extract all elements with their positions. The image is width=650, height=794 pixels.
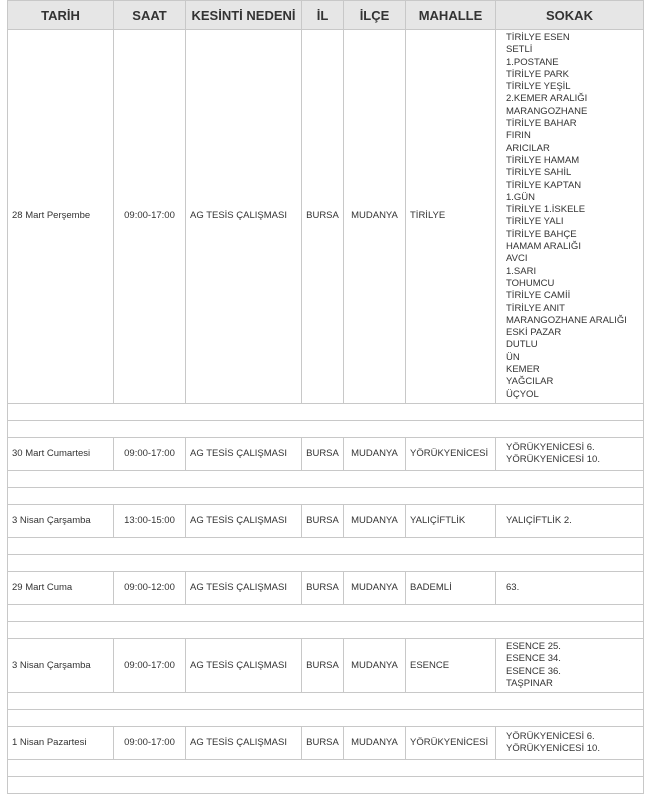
street-name: TİRİLYE BAHÇE xyxy=(506,228,577,240)
table-row xyxy=(8,727,644,760)
spacer-row xyxy=(8,470,644,504)
cell-saat: 09:00-12:00 xyxy=(114,571,186,604)
street-name: TİRİLYE CAMİİ xyxy=(506,290,571,302)
table-row xyxy=(8,571,644,604)
street-name: ARICILAR xyxy=(506,142,550,154)
table-row xyxy=(8,30,644,404)
street-name: ESENCE 34. xyxy=(506,653,561,665)
street-name: TİRİLYE BAHAR xyxy=(506,118,577,130)
street-name: AVCI xyxy=(506,253,528,265)
street-name: ESENCE 25. xyxy=(506,640,561,652)
header-il: İL xyxy=(302,1,344,30)
cell-mahalle: YÖRÜKYENİCESİ xyxy=(406,727,496,760)
street-name: ÜÇYOL xyxy=(506,388,539,400)
cell-ilce: MUDANYA xyxy=(344,437,406,470)
spacer-cell xyxy=(8,403,644,437)
spacer-cell xyxy=(8,537,644,571)
cell-sokak xyxy=(496,437,644,470)
cell-kesinti-nedeni: AG TESİS ÇALIŞMASI xyxy=(186,437,302,470)
street-name: TİRİLYE 1.İSKELE xyxy=(506,204,586,216)
street-name: TİRİLYE PARK xyxy=(506,68,569,80)
street-name: TİRİLYE SAHİL xyxy=(506,167,572,179)
spacer-line xyxy=(8,777,643,793)
cell-il: BURSA xyxy=(302,30,344,404)
street-name: ESKİ PAZAR xyxy=(506,327,562,339)
street-name: MARANGOZHANE xyxy=(506,105,588,117)
spacer-line xyxy=(8,404,643,421)
cell-ilce: MUDANYA xyxy=(344,727,406,760)
cell-mahalle: YALIÇİFTLİK xyxy=(406,504,496,537)
street-name: ESENCE 36. xyxy=(506,665,561,677)
cell-ilce: MUDANYA xyxy=(344,638,406,692)
street-name: ÜN xyxy=(506,351,520,363)
spacer-line xyxy=(8,538,643,555)
table-body xyxy=(8,30,644,794)
street-name: TİRİLYE HAMAM xyxy=(506,154,580,166)
street-name: HAMAM ARALIĞI xyxy=(506,241,581,253)
cell-saat: 09:00-17:00 xyxy=(114,638,186,692)
cell-ilce: MUDANYA xyxy=(344,571,406,604)
header-saat: SAAT xyxy=(114,1,186,30)
cell-sokak xyxy=(496,638,644,692)
street-name: TİRİLYE ANIT xyxy=(506,302,565,314)
cell-mahalle: ESENCE xyxy=(406,638,496,692)
street-name: FIRIN xyxy=(506,130,531,142)
header-ilce: İLÇE xyxy=(344,1,406,30)
street-name: TİRİLYE ESEN xyxy=(506,32,570,43)
spacer-row xyxy=(8,760,644,794)
header-row xyxy=(8,1,644,30)
street-name: YAĞCILAR xyxy=(506,376,554,388)
header-tarih: TARİH xyxy=(8,1,114,30)
spacer-row xyxy=(8,403,644,437)
street-name: 1.GÜN xyxy=(506,191,536,203)
cell-tarih: 3 Nisan Çarşamba xyxy=(8,504,114,537)
cell-tarih: 1 Nisan Pazartesi xyxy=(8,727,114,760)
street-name: YÖRÜKYENİCESİ 10. xyxy=(506,453,600,465)
cell-saat: 09:00-17:00 xyxy=(114,30,186,404)
spacer-line xyxy=(8,760,643,777)
street-name: YÖRÜKYENİCESİ 10. xyxy=(506,743,600,755)
street-name: TİRİLYE YALI xyxy=(506,216,564,228)
spacer-row xyxy=(8,604,644,638)
spacer-line xyxy=(8,693,643,710)
cell-kesinti-nedeni: AG TESİS ÇALIŞMASI xyxy=(186,504,302,537)
cell-mahalle: TİRİLYE xyxy=(406,30,496,404)
cell-il: BURSA xyxy=(302,571,344,604)
spacer-cell xyxy=(8,604,644,638)
cell-tarih: 28 Mart Perşembe xyxy=(8,30,114,404)
cell-saat: 13:00-15:00 xyxy=(114,504,186,537)
cell-sokak xyxy=(496,727,644,760)
cell-il: BURSA xyxy=(302,727,344,760)
street-name: YÖRÜKYENİCESİ 6. xyxy=(506,441,595,453)
street-name: 2.KEMER ARALIĞI xyxy=(506,93,588,105)
cell-sokak xyxy=(496,504,644,537)
street-name: 1.POSTANE xyxy=(506,56,559,68)
cell-sokak xyxy=(496,30,644,404)
spacer-line xyxy=(8,488,643,504)
street-name: TİRİLYE YEŞİL xyxy=(506,81,571,93)
header-sokak: SOKAK xyxy=(496,1,644,30)
street-name: TOHUMCU xyxy=(506,277,555,289)
cell-kesinti-nedeni: AG TESİS ÇALIŞMASI xyxy=(186,30,302,404)
cell-saat: 09:00-17:00 xyxy=(114,437,186,470)
spacer-row xyxy=(8,693,644,727)
cell-tarih: 29 Mart Cuma xyxy=(8,571,114,604)
street-name: DUTLU xyxy=(506,339,538,351)
spacer-row xyxy=(8,537,644,571)
cell-mahalle: YÖRÜKYENİCESİ xyxy=(406,437,496,470)
cell-ilce: MUDANYA xyxy=(344,504,406,537)
street-name: SETLİ xyxy=(506,44,533,56)
header-mahalle: MAHALLE xyxy=(406,1,496,30)
spacer-cell xyxy=(8,470,644,504)
cell-kesinti-nedeni: AG TESİS ÇALIŞMASI xyxy=(186,638,302,692)
cell-ilce: MUDANYA xyxy=(344,30,406,404)
cell-tarih: 30 Mart Cumartesi xyxy=(8,437,114,470)
table-row xyxy=(8,504,644,537)
cell-il: BURSA xyxy=(302,504,344,537)
spacer-cell xyxy=(8,693,644,727)
spacer-line xyxy=(8,555,643,571)
cell-tarih: 3 Nisan Çarşamba xyxy=(8,638,114,692)
cell-saat: 09:00-17:00 xyxy=(114,727,186,760)
cell-kesinti-nedeni: AG TESİS ÇALIŞMASI xyxy=(186,571,302,604)
street-name: YALIÇİFTLİK 2. xyxy=(506,514,572,526)
spacer-line xyxy=(8,710,643,726)
header-kesinti-nedeni: KESİNTİ NEDENİ xyxy=(186,1,302,30)
street-name: 63. xyxy=(506,581,520,593)
spacer-line xyxy=(8,605,643,622)
cell-sokak xyxy=(496,571,644,604)
table-row xyxy=(8,437,644,470)
street-name: MARANGOZHANE ARALIĞI xyxy=(506,314,627,326)
cell-il: BURSA xyxy=(302,437,344,470)
cell-mahalle: BADEMLİ xyxy=(406,571,496,604)
table-row xyxy=(8,638,644,692)
street-name: 1.SARI xyxy=(506,265,537,277)
spacer-cell xyxy=(8,760,644,794)
cell-il: BURSA xyxy=(302,638,344,692)
street-name: YÖRÜKYENİCESİ 6. xyxy=(506,730,595,742)
street-name: TİRİLYE KAPTAN xyxy=(506,179,582,191)
cell-kesinti-nedeni: AG TESİS ÇALIŞMASI xyxy=(186,727,302,760)
spacer-line xyxy=(8,421,643,437)
street-name: TAŞPINAR xyxy=(506,677,553,689)
street-name: KEMER xyxy=(506,364,540,376)
spacer-line xyxy=(8,471,643,488)
spacer-line xyxy=(8,622,643,638)
outage-table xyxy=(7,0,644,794)
